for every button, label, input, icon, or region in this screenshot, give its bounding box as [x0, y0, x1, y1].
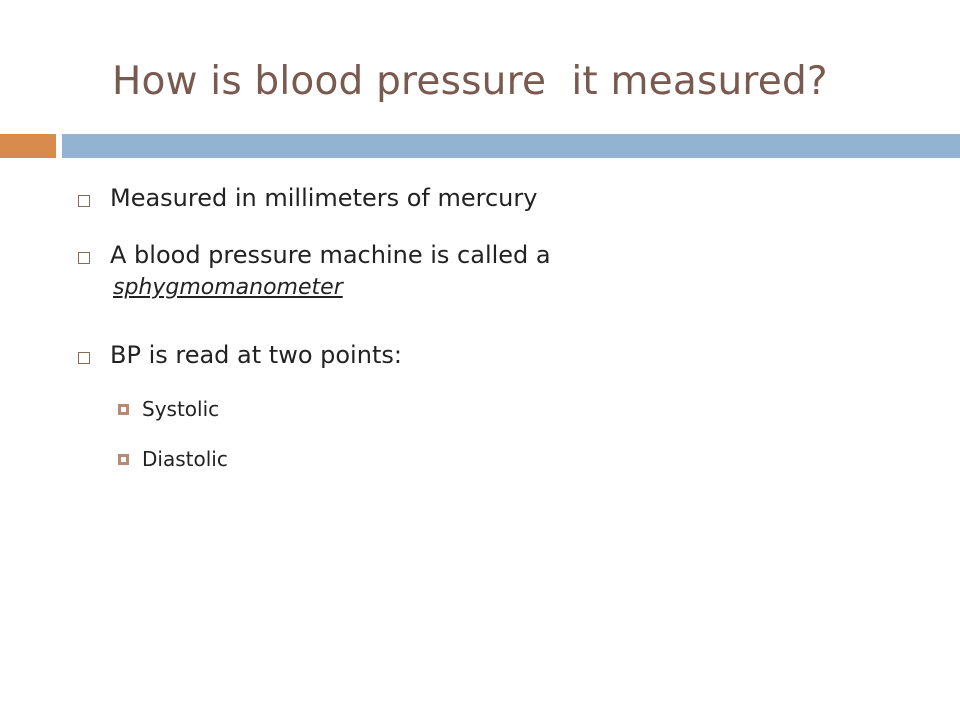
filled-square-bullet-icon — [118, 454, 129, 465]
square-bullet-icon — [78, 252, 90, 264]
sub-bullet-item — [118, 395, 718, 423]
filled-square-bullet-icon — [118, 404, 129, 415]
square-bullet-icon — [78, 352, 90, 364]
bullet-item — [78, 181, 938, 215]
sub-bullet-text: Systolic — [142, 397, 220, 421]
bullet-text: A blood pressure machine is called a — [110, 241, 551, 269]
sub-bullet-text: Diastolic — [142, 447, 228, 471]
sub-bullet-item — [118, 445, 718, 473]
bullet-text: Measured in millimeters of mercury — [110, 184, 538, 212]
bullet-text: BP is read at two points: — [110, 341, 402, 369]
bullet-text-term: sphygmomanometer — [113, 275, 343, 300]
bullet-item — [78, 238, 938, 306]
square-bullet-icon — [78, 195, 90, 207]
slide-title: How is blood pressure it measured? — [112, 59, 828, 104]
bullet-item — [78, 338, 938, 372]
